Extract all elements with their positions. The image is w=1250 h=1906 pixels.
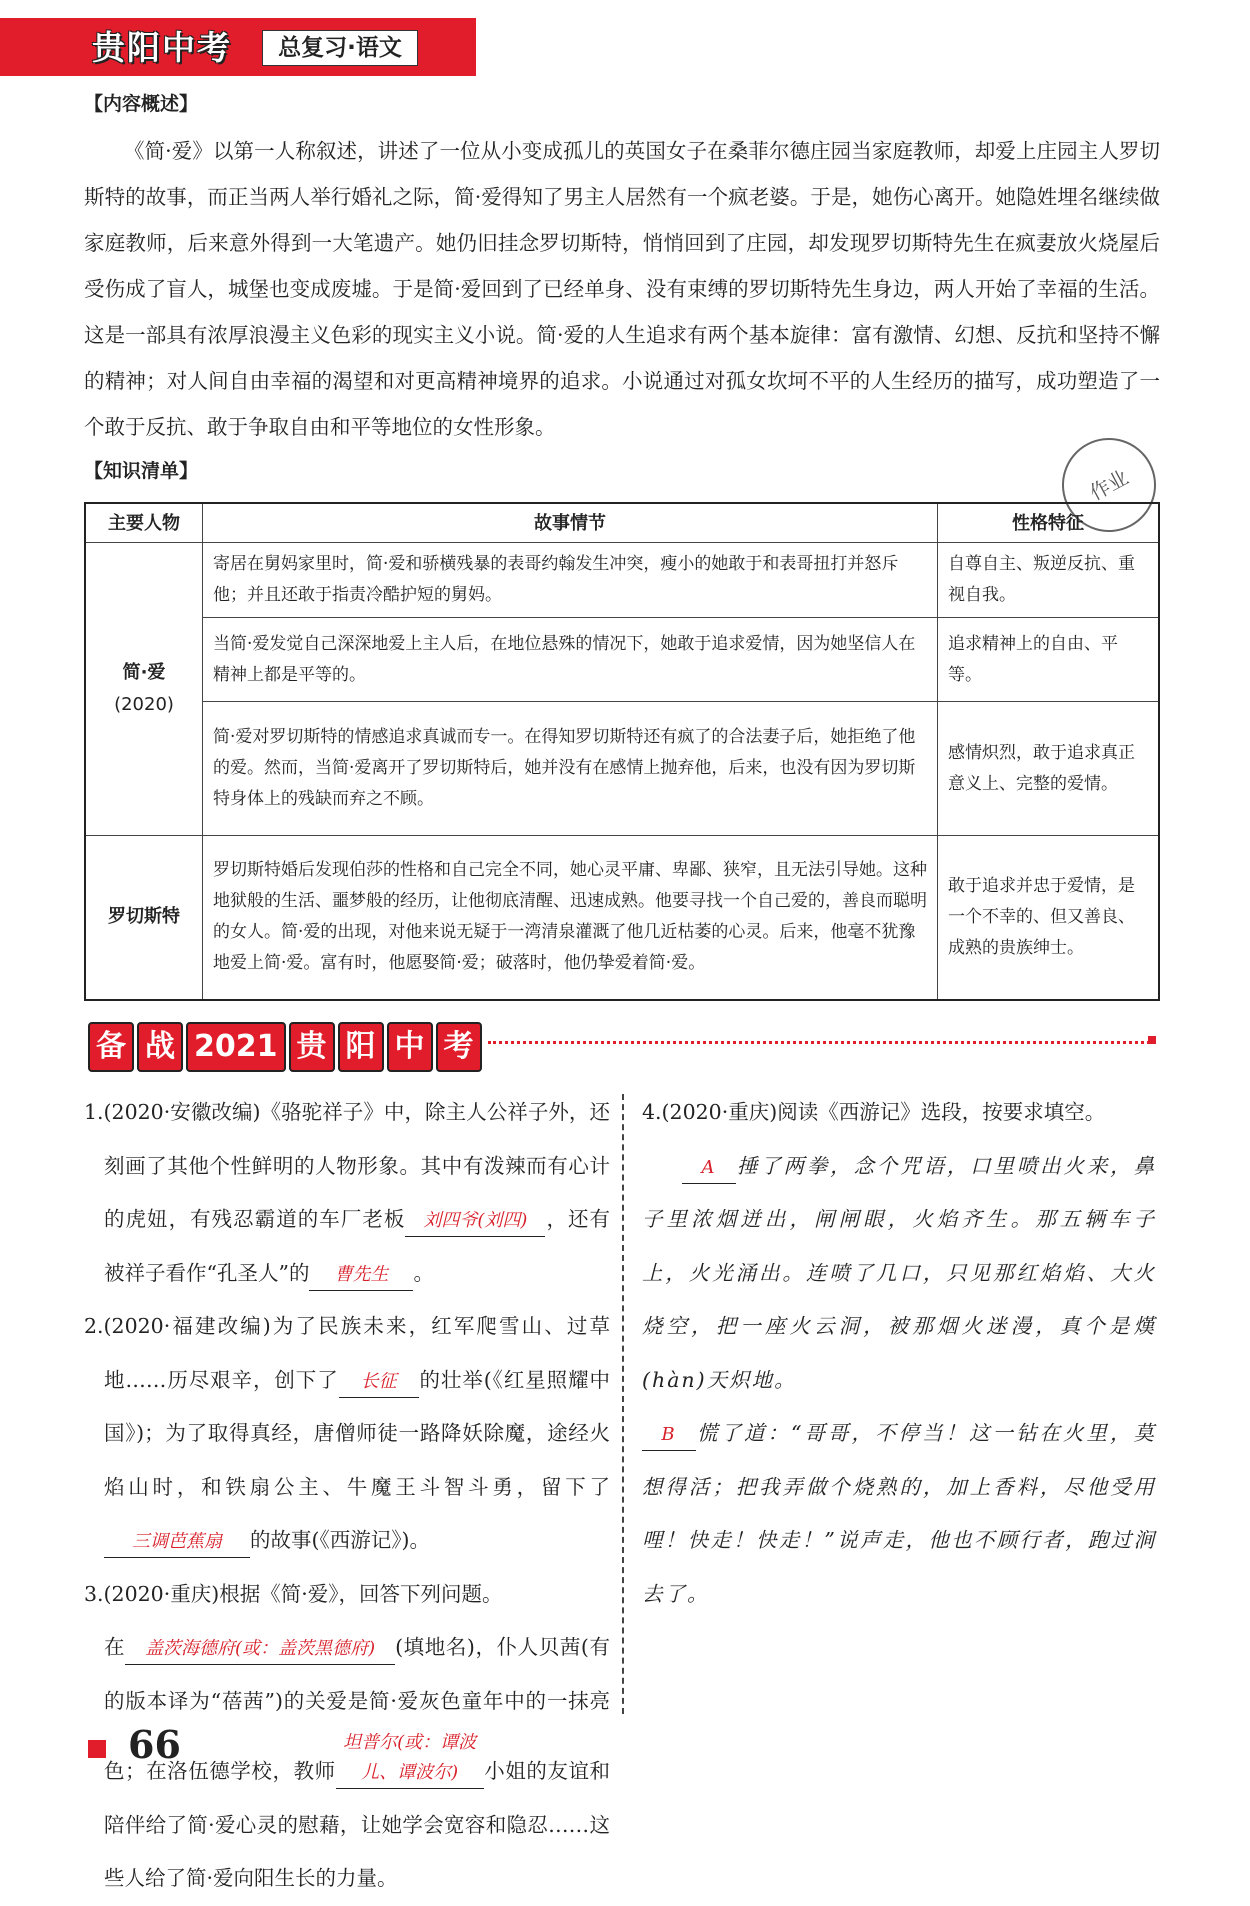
header-char: 备 bbox=[88, 1022, 134, 1072]
answer-blank: B bbox=[642, 1420, 696, 1451]
character-jane bbox=[85, 543, 203, 836]
answer-blank: 三调芭蕉扇 bbox=[104, 1527, 250, 1558]
plot-cell: 寄居在舅妈家里时，简·爱和骄横残暴的表哥约翰发生冲突，瘦小的她敢于和表哥扭打并怒斥他；并且还敢于指责冷酷护短的舅妈。 bbox=[203, 543, 938, 618]
knowledge-label: 【知识清单】 bbox=[84, 460, 199, 482]
question-text: 1.(2020·安徽改编)《骆驼祥子》中，除主人公祥子外，还刻画了其他个性鲜明的人物形象。其中有泼辣而有心计的虎妞，有残忍霸道的车厂老板 bbox=[84, 1100, 610, 1231]
trait-cell: 自尊自主、叛逆反抗、重视自我。 bbox=[938, 543, 1160, 618]
answer-blank: 曹先生 bbox=[309, 1260, 413, 1291]
answer-blank: 坦普尔(或：谭波儿、谭波尔) bbox=[336, 1728, 484, 1789]
question-text: 3.(2020·重庆)根据《简·爱》，回答下列问题。 bbox=[84, 1581, 503, 1606]
question-text: ，还有被祥子看作“孔圣人”的 bbox=[104, 1207, 611, 1285]
summary-text: 《简·爱》以第一人称叙述，讲述了一位从小变成孤儿的英国女子在桑菲尔德庄园当家庭教师，却爱上庄园主人罗切斯特的故事，而正当两人举行婚礼之际，简·爱得知了男主人居然有一个疯老婆。于是，她伤心离开。她隐姓埋名继续做家庭教师，后来意外得到一大笔遗产。她仍旧挂念罗切斯特，悄悄回到了庄园，却发现罗切斯特先生在疯妻放火烧屋后受伤成了盲人，城堡也变成废墟。于是简·爱回到了已经单身、没有束缚的罗切斯特先生身边，两人开始了幸福的生活。这是一部具有浓厚浪漫主义色彩的现实主义小说。简·爱的人生追求有两个基本旋律：富有激情、幻想、反抗和坚持不懈的精神；对人间自由幸福的渴望和对更高精神境界的追求。小说通过对孤女坎坷不平的人生经历的描写，成功塑造了一个敢于反抗、敢于争取自由和平等地位的女性形象。 bbox=[84, 139, 1160, 439]
plot-cell: 简·爱对罗切斯特的情感追求真诚而专一。在得知罗切斯特还有疯了的合法妻子后，她拒绝了他的爱。然而，当简·爱离开了罗切斯特后，她并没有在感情上抛弃他，后来，也没有因为罗切斯特身体上的残缺而弃之不顾。 bbox=[203, 702, 938, 836]
right-column bbox=[642, 1086, 1156, 1621]
character-year: (2020) bbox=[114, 694, 174, 715]
question-text: 2.(2020·福建改编)为了民族未来，红军爬雪山、过草地……历尽艰辛，创下了 bbox=[84, 1314, 610, 1392]
question-text: (填地名)，仆人贝茜(有的版本译为“蓓茜”)的关爱是简·爱灰色童年中的一抹亮色；在洛伍德学校，教师 bbox=[104, 1635, 611, 1783]
table-row bbox=[85, 836, 1159, 1000]
table-header-row bbox=[85, 503, 1159, 543]
column-separator bbox=[622, 1094, 624, 1714]
knowledge-table bbox=[84, 502, 1160, 1001]
plot-cell: 当简·爱发觉自己深深地爱上主人后，在地位悬殊的情况下，她敢于追求爱情，因为她坚信人在精神上都是平等的。 bbox=[203, 618, 938, 702]
exam-prep-header bbox=[88, 1022, 482, 1070]
subject-subtitle: 总复习·语文 bbox=[262, 30, 418, 66]
table-row bbox=[85, 618, 1159, 702]
trait-cell: 追求精神上的自由、平等。 bbox=[938, 618, 1160, 702]
header-char: 战 bbox=[137, 1022, 183, 1072]
question-2 bbox=[84, 1300, 610, 1568]
passage-text: 捶了两拳，念个咒语，口里喷出火来，鼻子里浓烟迸出，闸闸眼，火焰齐生。那五辆车子上，火光涌出。连喷了几口，只见那红焰焰、大火烧空，把一座火云洞，被那烟火迷漫，真个是熯(hàn)天炽地。 bbox=[642, 1153, 1156, 1392]
summary-label: 【内容概述】 bbox=[84, 93, 199, 115]
answer-blank: A bbox=[682, 1153, 736, 1184]
question-text: 小姐的友谊和陪伴给了简·爱心灵的慰藉，让她学会宽容和隐忍……这些人给了简·爱向阳生长的力量。 bbox=[104, 1759, 611, 1890]
table-row bbox=[85, 702, 1159, 836]
question-text: 。 bbox=[413, 1260, 434, 1285]
header-char: 贵 bbox=[289, 1022, 335, 1072]
header-char: 阳 bbox=[338, 1022, 384, 1072]
header-rule-end bbox=[1148, 1036, 1156, 1044]
passage-paragraph bbox=[642, 1140, 1156, 1408]
trait-cell: 感情炽烈，敢于追求真正意义上、完整的爱情。 bbox=[938, 702, 1160, 836]
answer-blank: 长征 bbox=[339, 1367, 419, 1398]
plot-cell: 罗切斯特婚后发现伯莎的性格和自己完全不同，她心灵平庸、卑鄙、狭窄，且无法引导她。这种地狱般的生活、噩梦般的经历，让他彻底清醒、迅速成熟。他要寻找一个自己爱的，善良而聪明的女人。简·爱的出现，对他来说无疑于一湾清泉灌溉了他几近枯萎的心灵。后来，他毫不犹豫地爱上简·爱。富有时，他愿娶简·爱；破落时，他仍挚爱着简·爱。 bbox=[203, 836, 938, 1000]
page-number: 66 bbox=[128, 1722, 181, 1767]
series-title: 贵阳中考 bbox=[92, 28, 232, 67]
col-header-trait: 性格特征 bbox=[938, 503, 1160, 543]
question-text: 4.(2020·重庆)阅读《西游记》选段，按要求填空。 bbox=[642, 1100, 1106, 1124]
table-row bbox=[85, 543, 1159, 618]
col-header-plot: 故事情节 bbox=[203, 503, 938, 543]
answer-blank: 盖茨海德府(或：盖茨黑德府) bbox=[125, 1634, 395, 1665]
header-char: 考 bbox=[436, 1022, 482, 1072]
passage-text: 慌了道：“哥哥，不停当！这一钻在火里，莫想得活；把我弄做个烧熟的，加上香料，尽他受用哩！快走！快走！”说声走，他也不顾行者，跑过涧去了。 bbox=[642, 1421, 1156, 1606]
header-char: 中 bbox=[387, 1022, 433, 1072]
question-1 bbox=[84, 1086, 610, 1300]
question-text: 的壮举(《红星照耀中国》)；为了取得真经，唐僧师徒一路降妖除魔，途经火焰山时，和铁扇公主、牛魔王斗智斗勇，留下了 bbox=[104, 1367, 610, 1499]
header-char: 2021 bbox=[186, 1022, 286, 1072]
page-marker bbox=[88, 1740, 106, 1758]
left-column bbox=[84, 1086, 610, 1906]
header-dotted-rule bbox=[488, 1041, 1150, 1044]
question-text: 的故事(《西游记》)。 bbox=[250, 1528, 430, 1552]
stamp-seal: 作业 bbox=[1045, 421, 1172, 548]
answer-blank: 刘四爷(刘四) bbox=[405, 1206, 545, 1237]
trait-cell: 敢于追求并忠于爱情，是一个不幸的、但又善良、成熟的贵族绅士。 bbox=[938, 836, 1160, 1000]
character-name: 简·爱 bbox=[122, 662, 166, 683]
passage-paragraph bbox=[642, 1407, 1156, 1621]
character-rochester: 罗切斯特 bbox=[85, 836, 203, 1000]
question-4 bbox=[642, 1086, 1156, 1140]
col-header-character: 主要人物 bbox=[85, 503, 203, 543]
question-text: 在 bbox=[104, 1635, 126, 1659]
